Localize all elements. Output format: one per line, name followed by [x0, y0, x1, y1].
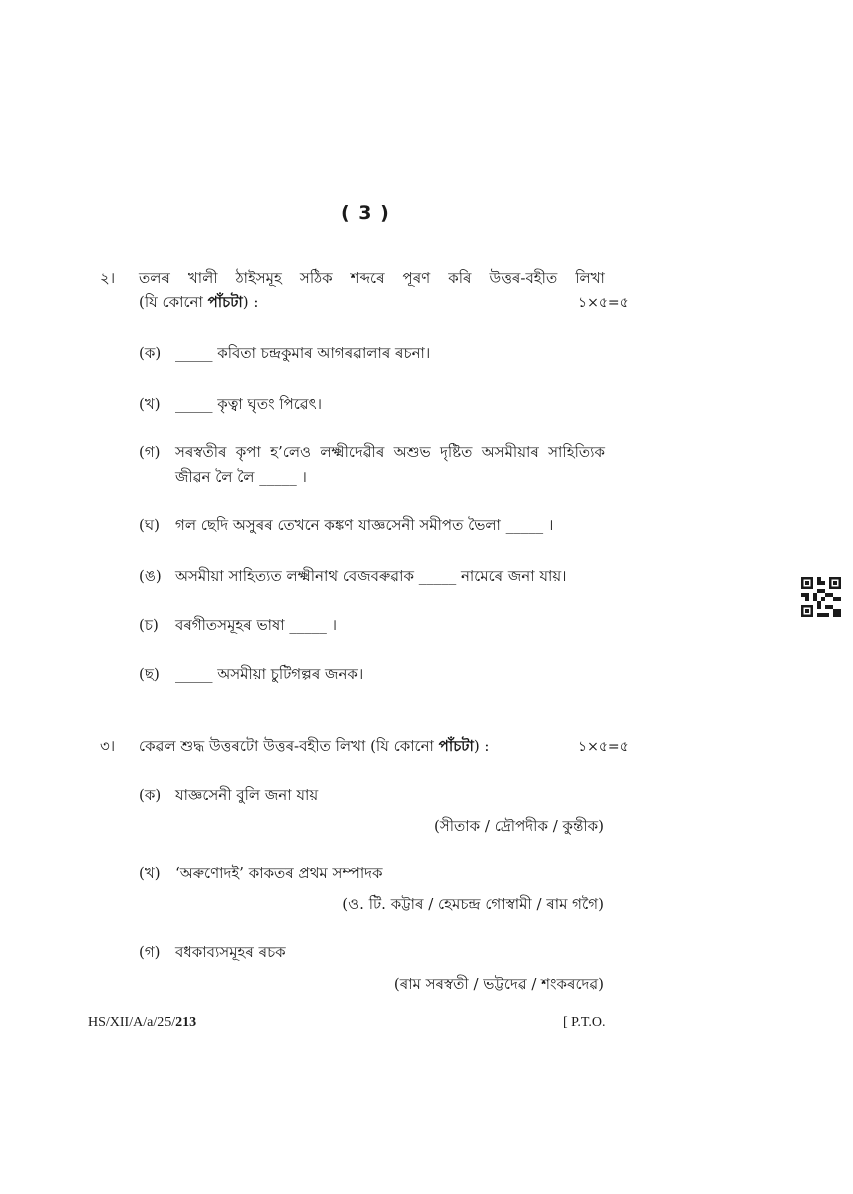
q2-item-label: (ঘ) [139, 516, 160, 534]
item-word: কৃপা [235, 443, 261, 461]
page-number: ( 3 ) [341, 202, 390, 224]
q3-item-label: (গ) [139, 943, 161, 961]
item-word: অশুভ [393, 443, 431, 461]
instruction-suffix: ) : [473, 737, 490, 755]
q2-item-text: অসমীয়া সাহিত্যত লক্ষ্মীনাথ বেজবৰুৱাক _____ নামেৰে জনা যায়। [175, 567, 567, 585]
item-word: সৰস্বতীৰ [175, 443, 227, 461]
question-3-instruction [139, 735, 490, 760]
q3-item-text: যাজ্ঞসেনী বুলি জনা যায় [175, 786, 319, 804]
choice-note-count: পাঁচটা [207, 293, 243, 311]
choice-note-prefix: (যি কোনো [139, 293, 208, 311]
item-word: সাহিত্যিক [548, 443, 605, 461]
instruction-count: পাঁচটা [438, 737, 474, 755]
question-2-marks: ১×৫=৫ [578, 295, 629, 311]
q2-item-text: গল ছেদি অসুৰৰ তেখনে কঙ্কণ যাজ্ঞসেনী সমীপত ভৈলা _____ । [175, 516, 554, 534]
question-2-number: ২। [100, 269, 116, 287]
paper-code [88, 1015, 196, 1031]
instruction-word: কৰি [448, 269, 472, 287]
q2-item-label: (গ) [139, 443, 161, 461]
instruction-word: তলৰ [139, 269, 170, 287]
q2-item-label: (ছ) [139, 665, 160, 683]
question-2-choice-note [139, 291, 258, 316]
q3-item-text: বধকাব্যসমূহৰ ৰচক [175, 943, 286, 961]
paper-code-prefix: HS/XII/A/a/25/ [88, 1015, 176, 1030]
pto-marker: [ P.T.O. [563, 1015, 606, 1030]
q3-item-options: (ও. টি. কট্টাৰ / হেমচন্দ্ৰ গোস্বামী / ৰাম গগৈ) [342, 895, 604, 913]
qr-code-icon [801, 577, 841, 617]
item-word: দৃষ্টিত [439, 443, 473, 461]
q2-item-text: বৰগীতসমূহৰ ভাষা _____ । [175, 616, 338, 634]
instruction-word: পূৰণ [402, 269, 431, 287]
q2-item-label: (খ) [139, 395, 161, 413]
item-word: অসমীয়াৰ [481, 443, 539, 461]
q3-item-text: ‘অৰুণোদই’ কাকতৰ প্ৰথম সম্পাদক [175, 864, 383, 882]
instruction-prefix: কেৱল শুদ্ধ উত্তৰটো উত্তৰ-বহীত লিখা (যি কোনো [139, 737, 439, 755]
instruction-word: খালী [187, 269, 218, 287]
instruction-word: ঠাইসমূহ [235, 269, 282, 287]
instruction-word: লিখা [575, 269, 605, 287]
q3-item-options: (ৰাম সৰস্বতী / ভট্টদেৱ / শংকৰদেৱ) [393, 975, 604, 993]
item-word: লক্ষ্মীদেৱীৰ [320, 443, 385, 461]
question-3-number: ৩। [100, 737, 116, 755]
q3-item-label: (খ) [139, 864, 161, 882]
instruction-word: শব্দৰে [350, 269, 385, 287]
q2-item-text: _____ কবিতা চন্দ্ৰকুমাৰ আগৰৱালাৰ ৰচনা। [175, 344, 431, 362]
q2-item-label: (ঙ) [139, 567, 162, 585]
item-word: হ’লেও [270, 443, 312, 461]
q2-item-text: _____ কৃত্বা ঘৃতং পিৱেৎ। [175, 395, 322, 413]
paper-code-number: 213 [175, 1015, 197, 1030]
instruction-word: উত্তৰ-বহীত [489, 269, 558, 287]
q3-item-options: (সীতাক / দ্ৰৌপদীক / কুন্তীক) [434, 817, 604, 835]
q2-item-text [175, 441, 605, 466]
question-3-marks: ১×৫=৫ [578, 739, 629, 755]
instruction-word: সঠিক [299, 269, 333, 287]
q3-item-label: (ক) [139, 786, 162, 804]
q2-item-label: (চ) [139, 616, 159, 634]
question-2-instruction [139, 267, 605, 292]
choice-note-suffix: ) : [242, 293, 259, 311]
q2-item-label: (ক) [139, 344, 162, 362]
q2-item-text: _____ অসমীয়া চুটিগল্পৰ জনক। [175, 665, 364, 683]
q2-item-text-line2: জীৱন লৈ লৈ _____ । [175, 468, 307, 486]
